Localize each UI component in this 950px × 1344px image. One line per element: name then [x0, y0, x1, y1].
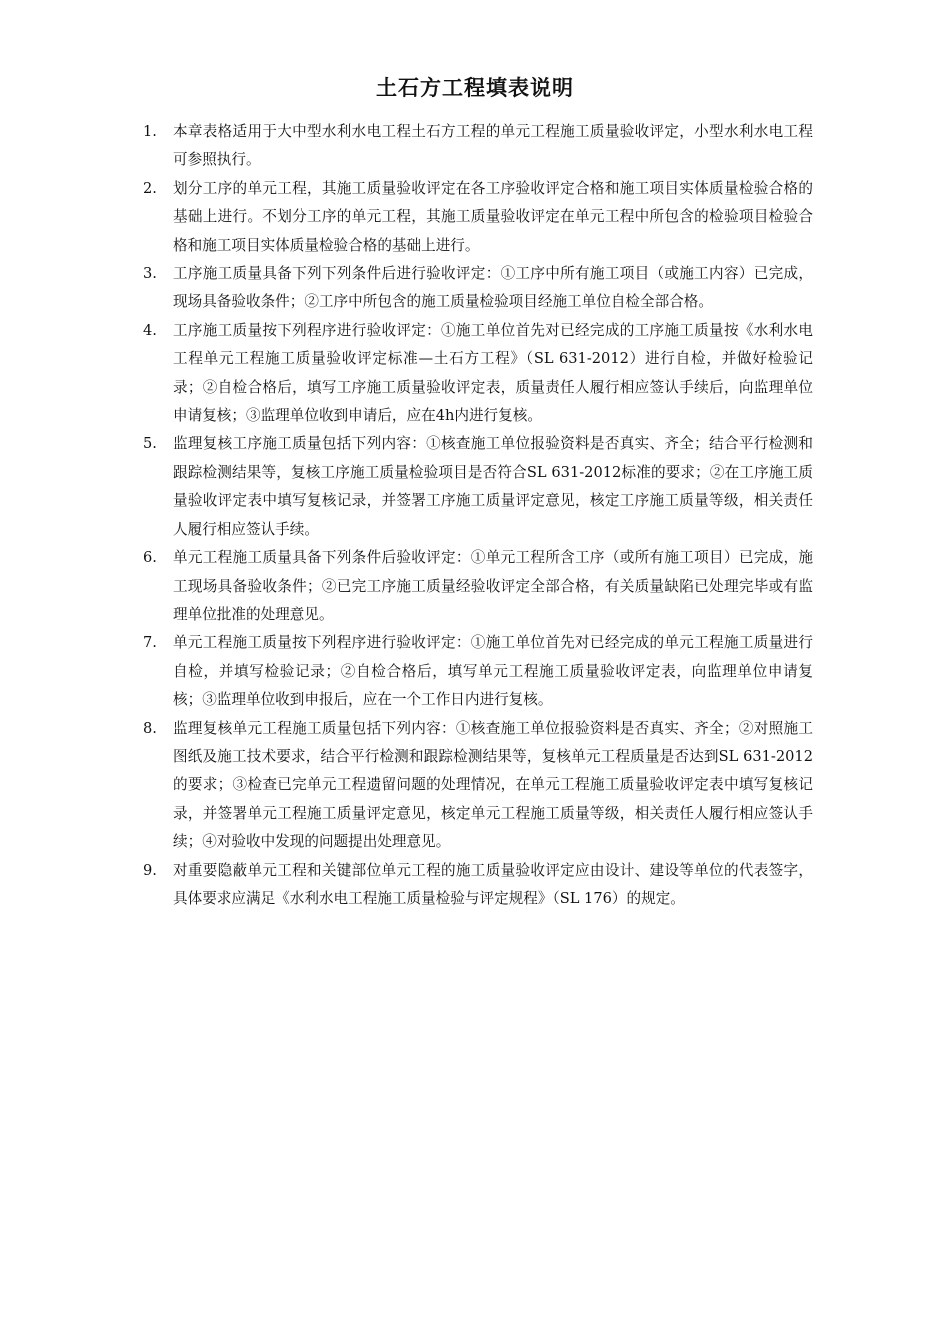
document-title: 土石方工程填表说明: [376, 76, 574, 100]
list-item: [143, 544, 813, 629]
item-text: 对重要隐蔽单元工程和关键部位单元工程的施工质量验收评定应由设计、建设等单位的代表签字，具体要求应满足《水利水电工程施工质量检验与评定规程》（SL 176）的规定。: [173, 861, 813, 907]
item-text: 监理复核工序施工质量包括下列内容：①核查施工单位报验资料是否真实、齐全；结合平行检测和跟踪检测结果等，复核工序施工质量检验项目是否符合SL 631-2012标准的要求；②在工序施工质量验收评定表中填写复核记录，并签署工序施工质量评定意见，核定工序施工质量等级，相关责任人履行相应签认手续。: [173, 435, 813, 538]
item-number: 4.: [143, 321, 157, 339]
item-text: 单元工程施工质量按下列程序进行验收评定：①施工单位首先对已经完成的单元工程施工质量进行自检，并填写检验记录；②自检合格后，填写单元工程施工质量验收评定表，向监理单位申请复核；③监理单位收到申报后，应在一个工作日内进行复核。: [173, 634, 813, 709]
item-text: 划分工序的单元工程，其施工质量验收评定在各工序验收评定合格和施工项目实体质量检验合格的基础上进行。不划分工序的单元工程，其施工质量验收评定在单元工程中所包含的检验项目检验合格和施工项目实体质量检验合格的基础上进行。: [173, 179, 813, 254]
item-text: 工序施工质量按下列程序进行验收评定：①施工单位首先对已经完成的工序施工质量按《水利水电工程单元工程施工质量验收评定标准—土石方工程》（SL 631-2012）进行自检，并做好检验记录；②自检合格后，填写工序施工质量验收评定表，质量责任人履行相应签认手续后，向监理单位申请复核；③监理单位收到申请后，应在4h内进行复核。: [173, 321, 813, 425]
item-text: 本章表格适用于大中型水利水电工程土石方工程的单元工程施工质量验收评定，小型水利水电工程可参照执行。: [173, 123, 813, 169]
item-number: 8.: [143, 719, 157, 737]
list-item: [143, 260, 813, 317]
list-item: [143, 629, 813, 714]
list-item: [143, 715, 813, 857]
list-item: [143, 118, 813, 175]
item-number: 5.: [143, 435, 157, 453]
list-item: [143, 175, 813, 260]
instruction-list: [143, 118, 813, 913]
list-item: [143, 430, 813, 544]
item-text: 单元工程施工质量具备下列条件后验收评定：①单元工程所含工序（或所有施工项目）已完成，施工现场具备验收条件；②已完工序施工质量经验收评定全部合格，有关质量缺陷已处理完毕或有监理单位批准的处理意见。: [173, 549, 813, 623]
item-number: 3.: [143, 265, 157, 283]
item-number: 7.: [143, 634, 157, 652]
item-number: 9.: [143, 861, 157, 879]
item-text: 监理复核单元工程施工质量包括下列内容：①核查施工单位报验资料是否真实、齐全；②对照施工图纸及施工技术要求，结合平行检测和跟踪检测结果等，复核单元工程质量是否达到SL 631-2012的要求；③检查已完单元工程遗留问题的处理情况，在单元工程施工质量验收评定表中填写复核记录，并签署单元工程施工质量评定意见，核定单元工程施工质量等级，相关责任人履行相应签认手续；④对验收中发现的问题提出处理意见。: [173, 719, 813, 851]
item-number: 1.: [143, 123, 157, 140]
item-number: 6.: [143, 549, 157, 567]
item-text: 工序施工质量具备下列下列条件后进行验收评定：①工序中所有施工项目（或施工内容）已完成，现场具备验收条件；②工序中所包含的施工质量检验项目经施工单位自检全部合格。: [173, 265, 813, 311]
item-number: 2.: [143, 179, 157, 197]
list-item: [143, 857, 813, 914]
list-item: [143, 317, 813, 431]
